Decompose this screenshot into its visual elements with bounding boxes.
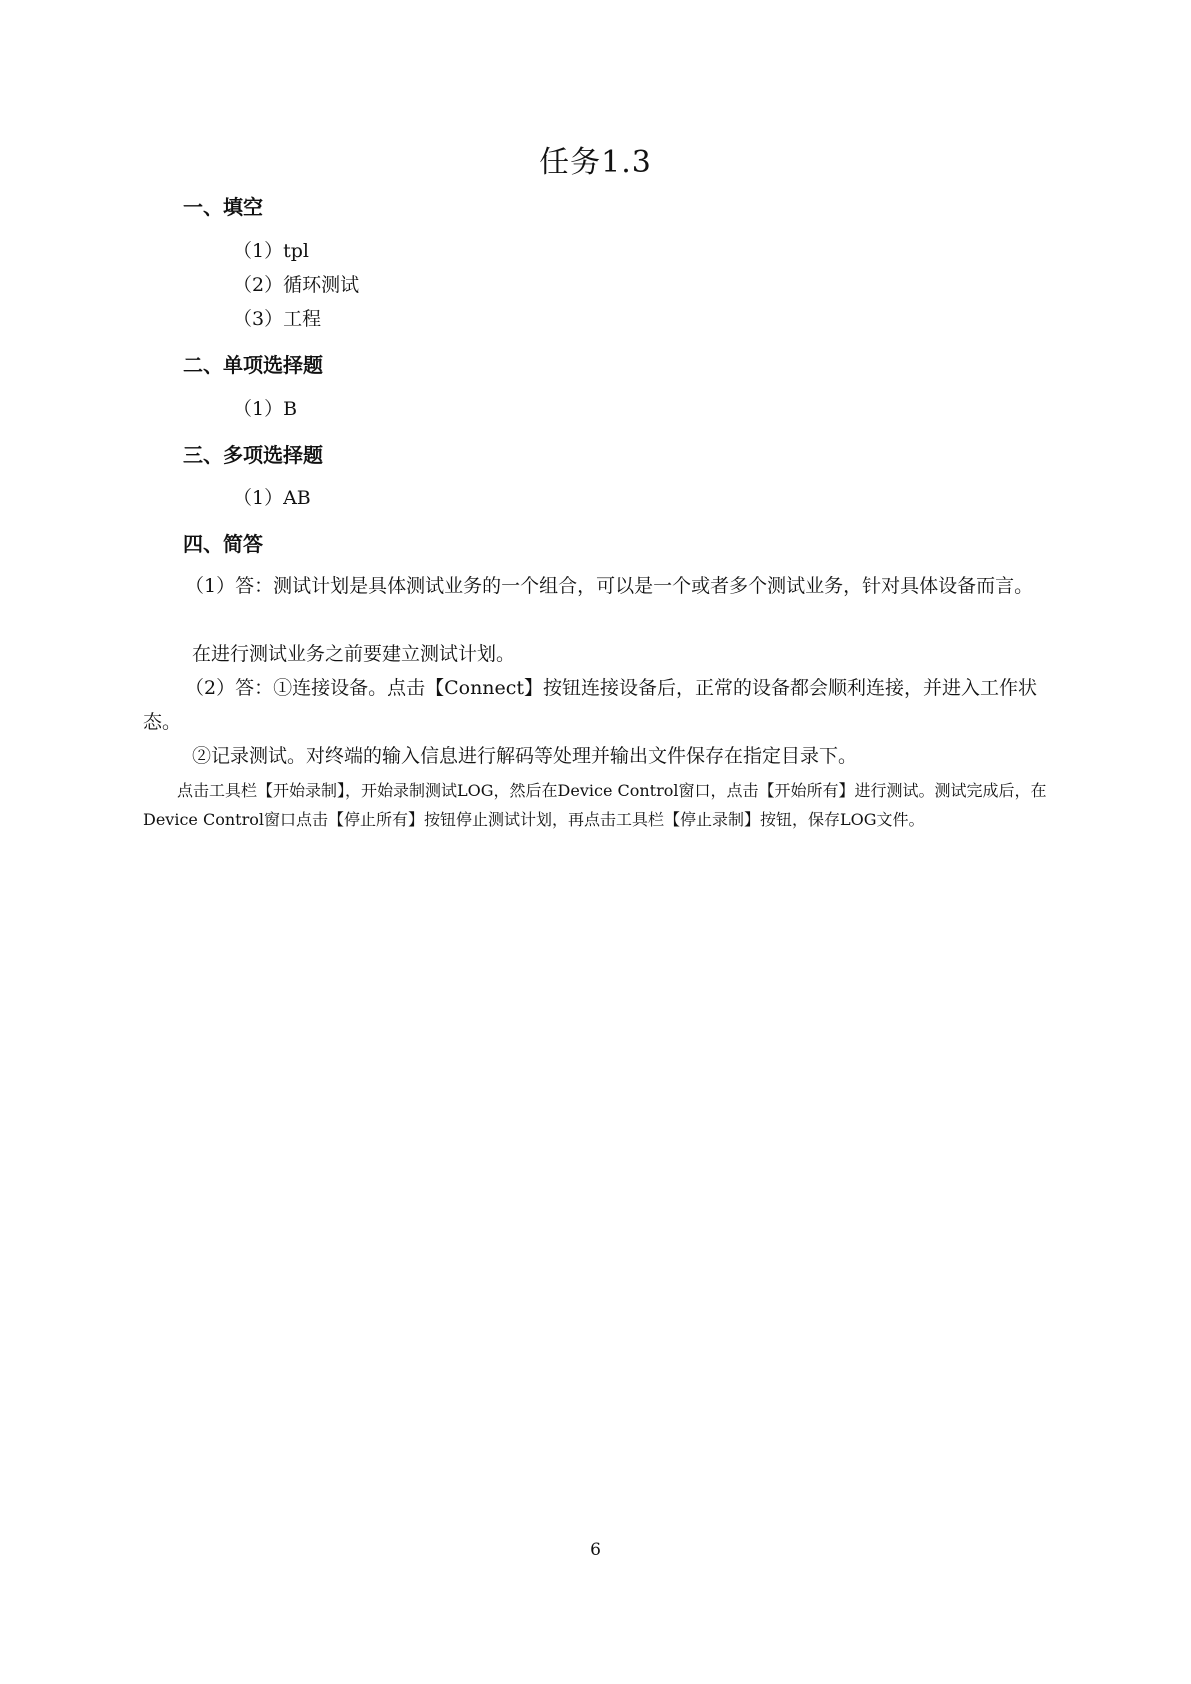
short-answer-paragraph-4: ②记录测试。对终端的输入信息进行解码等处理并输出文件保存在指定目录下。 bbox=[192, 745, 858, 767]
multiple-choice-answer-1: （1）AB bbox=[233, 487, 311, 509]
short-answer-paragraph-5: 点击工具栏【开始录制】，开始录制测试LOG，然后在Device Control窗口，点击【开始所有】进行测试。测试完成后，在Device Control窗口点击【停止所有】按钮停止测试计划，再点击工具栏【停止录制】按钮，保存LOG文件。 bbox=[143, 781, 1047, 829]
section-heading-fill-blank: 一、填空 bbox=[183, 195, 263, 219]
fill-blank-answer-3: （3）工程 bbox=[233, 308, 322, 330]
page-title: 任务1.3 bbox=[539, 145, 652, 180]
short-answer-paragraph-2: 在进行测试业务之前要建立测试计划。 bbox=[192, 643, 516, 665]
fill-blank-answer-1: （1）tpl bbox=[233, 240, 309, 262]
short-answer-paragraph-1: （1）答：测试计划是具体测试业务的一个组合，可以是一个或者多个测试业务，针对具体设备而言。 bbox=[185, 575, 1034, 597]
single-choice-answer-1: （1）B bbox=[233, 398, 298, 420]
short-answer-paragraph-3: （2）答：①连接设备。点击【Connect】按钮连接设备后，正常的设备都会顺利连接，并进入工作状态。 bbox=[143, 677, 1038, 733]
section-heading-short-answer: 四、简答 bbox=[183, 532, 263, 556]
section-heading-single-choice: 二、单项选择题 bbox=[183, 353, 323, 377]
section-heading-multiple-choice: 三、多项选择题 bbox=[183, 443, 323, 467]
fill-blank-answer-2: （2）循环测试 bbox=[233, 274, 360, 296]
page-number: 6 bbox=[590, 1540, 601, 1560]
